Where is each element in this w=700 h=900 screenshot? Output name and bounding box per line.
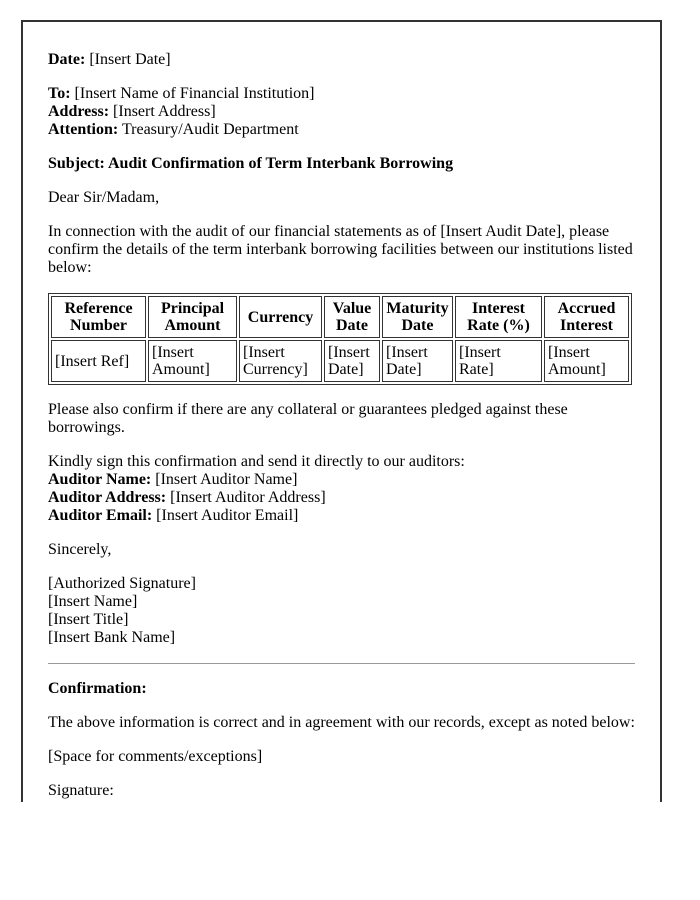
address-value: [Insert Address] — [113, 103, 216, 120]
table-cell-accrued-interest: [Insert Amount] — [544, 340, 629, 382]
confirmation-signature-line: Signature: — [48, 782, 114, 799]
subject-line: Subject: Audit Confirmation of Term Interbank Borrowing — [48, 155, 454, 172]
table-header-row — [51, 296, 629, 338]
auditor-name-value: [Insert Auditor Name] — [155, 471, 298, 488]
confirmation-heading: Confirmation: — [48, 680, 147, 697]
insert-title-line: [Insert Title] — [48, 611, 129, 628]
auditor-name-label: Auditor Name: — [48, 471, 152, 488]
date-value: [Insert Date] — [89, 51, 171, 68]
table-cell-maturity-date: [Insert Date] — [382, 340, 453, 382]
table-header-currency: Currency — [239, 296, 322, 338]
table-header-value-date: Value Date — [324, 296, 380, 338]
insert-bank-name-line: [Insert Bank Name] — [48, 629, 176, 646]
table-header-principal-amount: Principal Amount — [148, 296, 237, 338]
auditor-block — [48, 453, 635, 525]
sincerely-line: Sincerely, — [48, 541, 112, 558]
table-header-reference-number: Reference Number — [51, 296, 146, 338]
comments-placeholder: [Space for comments/exceptions] — [48, 748, 263, 765]
recipient-block — [48, 85, 635, 139]
section-divider — [48, 663, 635, 664]
insert-name-line: [Insert Name] — [48, 593, 138, 610]
borrowings-table — [48, 293, 632, 385]
table-row — [51, 340, 629, 382]
authorized-signature-line: [Authorized Signature] — [48, 575, 196, 592]
attention-label: Attention: — [48, 121, 119, 138]
letter-page — [21, 20, 662, 802]
attention-value: Treasury/Audit Department — [121, 121, 299, 138]
table-header-interest-rate: Interest Rate (%) — [455, 296, 542, 338]
table-cell-interest-rate: [Insert Rate] — [455, 340, 542, 382]
table-header-maturity-date: Maturity Date — [382, 296, 453, 338]
auditor-address-label: Auditor Address: — [48, 489, 167, 506]
salutation: Dear Sir/Madam, — [48, 189, 160, 206]
collateral-paragraph: Please also confirm if there are any collateral or guarantees pledged against these borrowings. — [48, 401, 568, 436]
to-value: [Insert Name of Financial Institution] — [74, 85, 315, 102]
to-label: To: — [48, 85, 71, 102]
table-cell-currency: [Insert Currency] — [239, 340, 322, 382]
auditor-instruction: Kindly sign this confirmation and send it directly to our auditors: — [48, 453, 465, 470]
confirmation-statement: The above information is correct and in agreement with our records, except as noted below: — [48, 714, 635, 731]
address-label: Address: — [48, 103, 110, 120]
table-cell-principal-amount: [Insert Amount] — [148, 340, 237, 382]
intro-paragraph: In connection with the audit of our financial statements as of [Insert Audit Date], please confirm the details of the term interbank borrowing facilities between our institutions listed below: — [48, 223, 633, 276]
table-cell-value-date: [Insert Date] — [324, 340, 380, 382]
signature-block — [48, 575, 635, 647]
date-line — [48, 51, 635, 69]
table-header-accrued-interest: Accrued Interest — [544, 296, 629, 338]
auditor-name-line — [48, 471, 635, 489]
attention-line — [48, 121, 635, 139]
auditor-email-line — [48, 507, 635, 525]
auditor-email-value: [Insert Auditor Email] — [156, 507, 299, 524]
auditor-address-line — [48, 489, 635, 507]
address-line — [48, 103, 635, 121]
auditor-address-value: [Insert Auditor Address] — [170, 489, 326, 506]
date-label: Date: — [48, 51, 86, 68]
auditor-email-label: Auditor Email: — [48, 507, 153, 524]
table-cell-reference-number: [Insert Ref] — [51, 340, 146, 382]
to-line — [48, 85, 635, 103]
